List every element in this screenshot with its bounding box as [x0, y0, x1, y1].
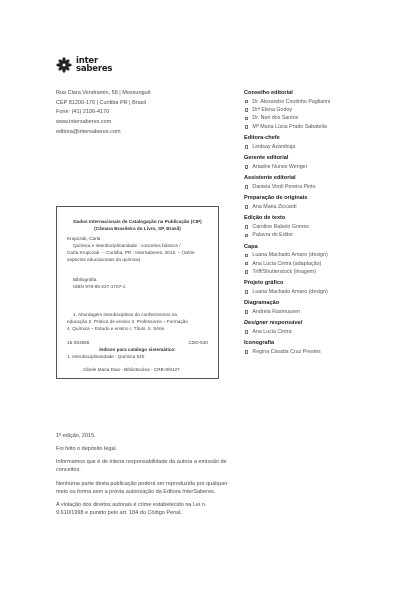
section-preparacao: [244, 194, 394, 211]
section-title: Edição de texto: [244, 215, 286, 222]
bullet-box-icon: [245, 145, 248, 148]
section-gerente: [244, 154, 394, 171]
cip-index-item: 1. Interdisciplinaridade : Química 540: [67, 354, 145, 359]
address-street: Rua Clara Vendramin, 58 | Mossunguê: [56, 90, 151, 96]
cip-index-title: Índices para catálogo sistemático:: [99, 347, 176, 352]
address-email[interactable]: editora@intersaberes.com: [56, 128, 121, 135]
credit-item: Dr. Alexandre Coutinho Pagliarini: [244, 98, 394, 106]
credit-item: Palavra do Editor: [244, 231, 394, 239]
section-title: Editora-chefe: [244, 135, 280, 142]
bullet-box-icon: [245, 330, 248, 333]
cip-librarian: Cibele Maria Dias - Bibliotecária - CRB-8/9427: [83, 367, 180, 372]
address-website[interactable]: www.intersaberes.com: [56, 119, 112, 126]
cip-title: Dados Internacionais de Catalogação na Publicação (CIP): [73, 219, 202, 224]
section-capa: [244, 243, 394, 277]
credit-item: Drª Elena Godoy: [244, 106, 394, 114]
cip-desc-1: Química e interdisciplinaridade : conceitos básicos /: [73, 243, 181, 248]
credit-item: Lindsay Azambuja: [244, 143, 394, 151]
bullet-box-icon: [245, 270, 248, 273]
publisher-address: [56, 89, 151, 138]
section-title: Diagramação: [244, 300, 280, 307]
credit-item: Ariadne Nunes Wenger: [244, 163, 394, 171]
bullet-box-icon: [245, 262, 248, 265]
section-iconografia: [244, 339, 394, 356]
cip-subject-1: 1. Abordagem interdisciplinar do conhecimento na: [73, 312, 177, 317]
cip-desc-3: aspectos educacionais da química): [67, 257, 141, 262]
credit-item: Mª Maria Lúcia Prado Sabatella: [244, 123, 394, 131]
cip-subject-2: educação 2. Prática de ensino 3. Professores – Formação: [67, 319, 188, 324]
cip-bibliography: Bibliografia.: [73, 277, 98, 282]
bullet-box-icon: [245, 234, 248, 237]
credit-item: Ana Lucia Cintra: [244, 328, 394, 336]
credit-item: Ana Maria Ziccardi: [244, 203, 394, 211]
section-title: Preparação de originais: [244, 195, 308, 202]
bullet-box-icon: [245, 205, 248, 208]
section-edicao: [244, 214, 394, 239]
bullet-box-icon: [245, 100, 248, 103]
credit-item: Dr. Neri dos Santos: [244, 114, 394, 122]
edition-notes: [56, 432, 234, 522]
logo-wordmark: [76, 57, 112, 73]
bullet-box-icon: [245, 310, 248, 313]
bullet-box-icon: [245, 117, 248, 120]
cip-catalog-box: [56, 206, 219, 379]
copyright-law-note: A violação dos direitos autorais é crime estabelecido na Lei n. 9.610/1998 e punido pelo art. 184 do Código Penal.: [56, 501, 207, 517]
cip-desc-2: Carla Krupczak. -- Curitiba, PR : InterSaberes, 2015. -- (Série: [67, 250, 195, 255]
section-title: Capa: [244, 243, 258, 250]
publisher-logo: [56, 56, 112, 74]
cip-isbn: ISBN 978-85-227-1707-1: [73, 284, 126, 289]
section-conselho: [244, 89, 394, 131]
section-assistente: [244, 174, 394, 191]
section-editora-chefe: [244, 134, 394, 151]
credit-item: Daniela Viroli Pereira Pinto: [244, 183, 394, 191]
bullet-box-icon: [245, 125, 248, 128]
address-phone: Fone: (41) 2106-4170: [56, 109, 110, 116]
cip-subtitle: (Câmara Brasileira do Livro, SP, Brasil): [94, 225, 181, 231]
credit-item: Ana Lucia Cintra (adaptação): [244, 260, 394, 268]
bullet-box-icon: [245, 254, 248, 257]
credits-column: [244, 89, 394, 359]
credit-item: Triff/Shutterstock (imagem): [244, 268, 394, 276]
section-designer: [244, 319, 394, 336]
credit-item: Regina Claudia Cruz Prestes: [244, 348, 394, 356]
credit-item: Luana Machado Amaro (design): [244, 288, 394, 296]
legal-deposit-note: Foi feito o depósito legal.: [56, 446, 118, 453]
credit-item: Caroline Rabelo Gomes: [244, 223, 394, 231]
section-title: Gerente editorial: [244, 155, 289, 162]
section-projeto: [244, 279, 394, 296]
section-title: Iconografia: [244, 340, 275, 347]
bullet-box-icon: [245, 350, 248, 353]
section-title: Assistente editorial: [244, 175, 296, 182]
edition-line: 1ª edição, 2015.: [56, 433, 96, 439]
credit-item: Luana Machado Amaro (design): [244, 251, 394, 259]
responsibility-note: Informamos que é de inteira responsabilidade da autora a emissão de conceitos.: [56, 459, 227, 474]
bullet-box-icon: [245, 165, 248, 168]
address-cep: CEP 81200-170 | Curitiba PR | Brasil: [56, 99, 146, 106]
flower-logo-icon: [56, 57, 72, 73]
cip-cdd: CDD-540: [188, 340, 208, 345]
reproduction-note: Nenhuma parte desta publicação poderá ser reproduzida por qualquer meio ou forma sem a prévia autorização da Editora InterSaberes.: [56, 480, 228, 495]
section-diagramacao: [244, 299, 394, 316]
cip-code: 15-263556: [67, 340, 90, 345]
section-title: Conselho editorial: [244, 90, 293, 96]
section-title: Designer responsável: [244, 320, 303, 327]
bullet-box-icon: [245, 108, 248, 111]
section-title: Projeto gráfico: [244, 280, 284, 287]
credit-item: Andreia Rasmussen: [244, 308, 394, 316]
bullet-box-icon: [245, 290, 248, 293]
cip-author: Krupczak, Carla: [67, 236, 101, 241]
cip-subject-3: 4. Química – Estudo e ensino I. Título. II. Série.: [67, 326, 166, 331]
bullet-box-icon: [245, 185, 248, 188]
bullet-box-icon: [245, 225, 248, 228]
logo-line-1: inter: [76, 56, 98, 66]
logo-line-2: saberes: [76, 64, 113, 74]
